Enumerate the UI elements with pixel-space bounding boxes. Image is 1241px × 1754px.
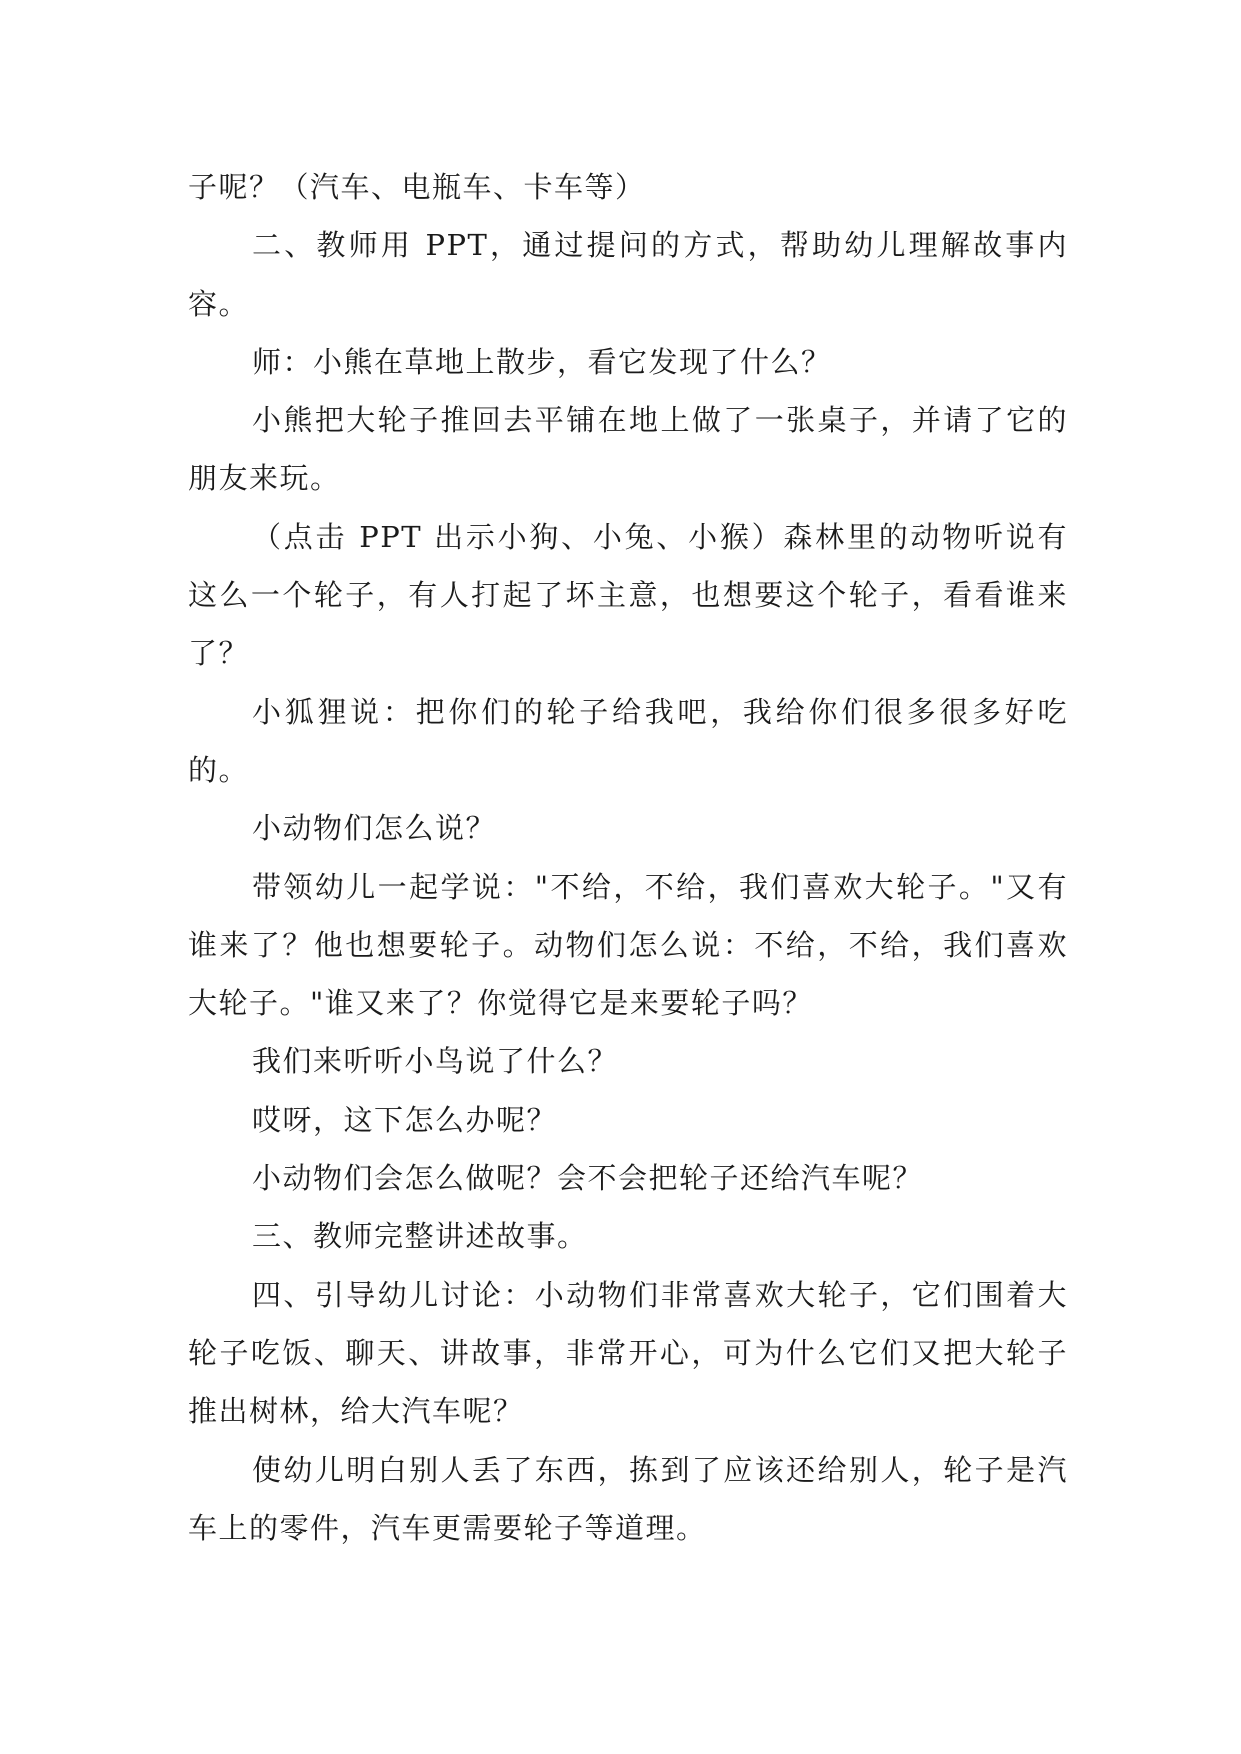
paragraph-lesson-moral: 使幼儿明白别人丢了东西，拣到了应该还给别人，轮子是汽车上的零件，汽车更需要轮子等道理。 — [188, 1452, 1068, 1545]
paragraph-bear-table: 小熊把大轮子推回去平铺在地上做了一张桌子，并请了它的朋友来玩。 — [188, 403, 1068, 496]
paragraph-return-wheel-question: 小动物们会怎么做呢？会不会把轮子还给汽车呢？ — [252, 1161, 924, 1196]
paragraph-section-three: 三、教师完整讲述故事。 — [252, 1219, 588, 1254]
paragraph-continuation: 子呢？（汽车、电瓶车、卡车等） — [188, 170, 646, 204]
paragraph-section-four: 四、引导幼儿讨论：小动物们非常喜欢大轮子，它们围着大轮子吃饭、聊天、讲故事，非常开心，可为什么它们又把大轮子推出树林，给大汽车呢？ — [188, 1277, 1068, 1429]
paragraph-animals-reply-question: 小动物们怎么说？ — [252, 811, 497, 846]
paragraph-forest-animals: （点击 PPT 出示小狗、小兔、小猴）森林里的动物听说有这么一个轮子，有人打起了坏主意，也想要这个轮子，看看谁来了？ — [188, 519, 1068, 671]
paragraph-lead-children: 带领幼儿一起学说："不给，不给，我们喜欢大轮子。"又有谁来了？他也想要轮子。动物们怎么说：不给，不给，我们喜欢大轮子。"谁又来了？你觉得它是来要轮子吗？ — [188, 869, 1068, 1021]
document-body — [188, 158, 1068, 1557]
paragraph-fox-offer: 小狐狸说：把你们的轮子给我吧，我给你们很多很多好吃的。 — [188, 694, 1068, 787]
paragraph-bird-question: 我们来听听小鸟说了什么？ — [252, 1044, 619, 1079]
paragraph-what-now: 哎呀，这下怎么办呢？ — [252, 1102, 558, 1137]
paragraph-section-two: 二、教师用 PPT，通过提问的方式，帮助幼儿理解故事内容。 — [188, 228, 1068, 321]
paragraph-teacher-question: 师：小熊在草地上散步，看它发现了什么？ — [252, 344, 832, 379]
